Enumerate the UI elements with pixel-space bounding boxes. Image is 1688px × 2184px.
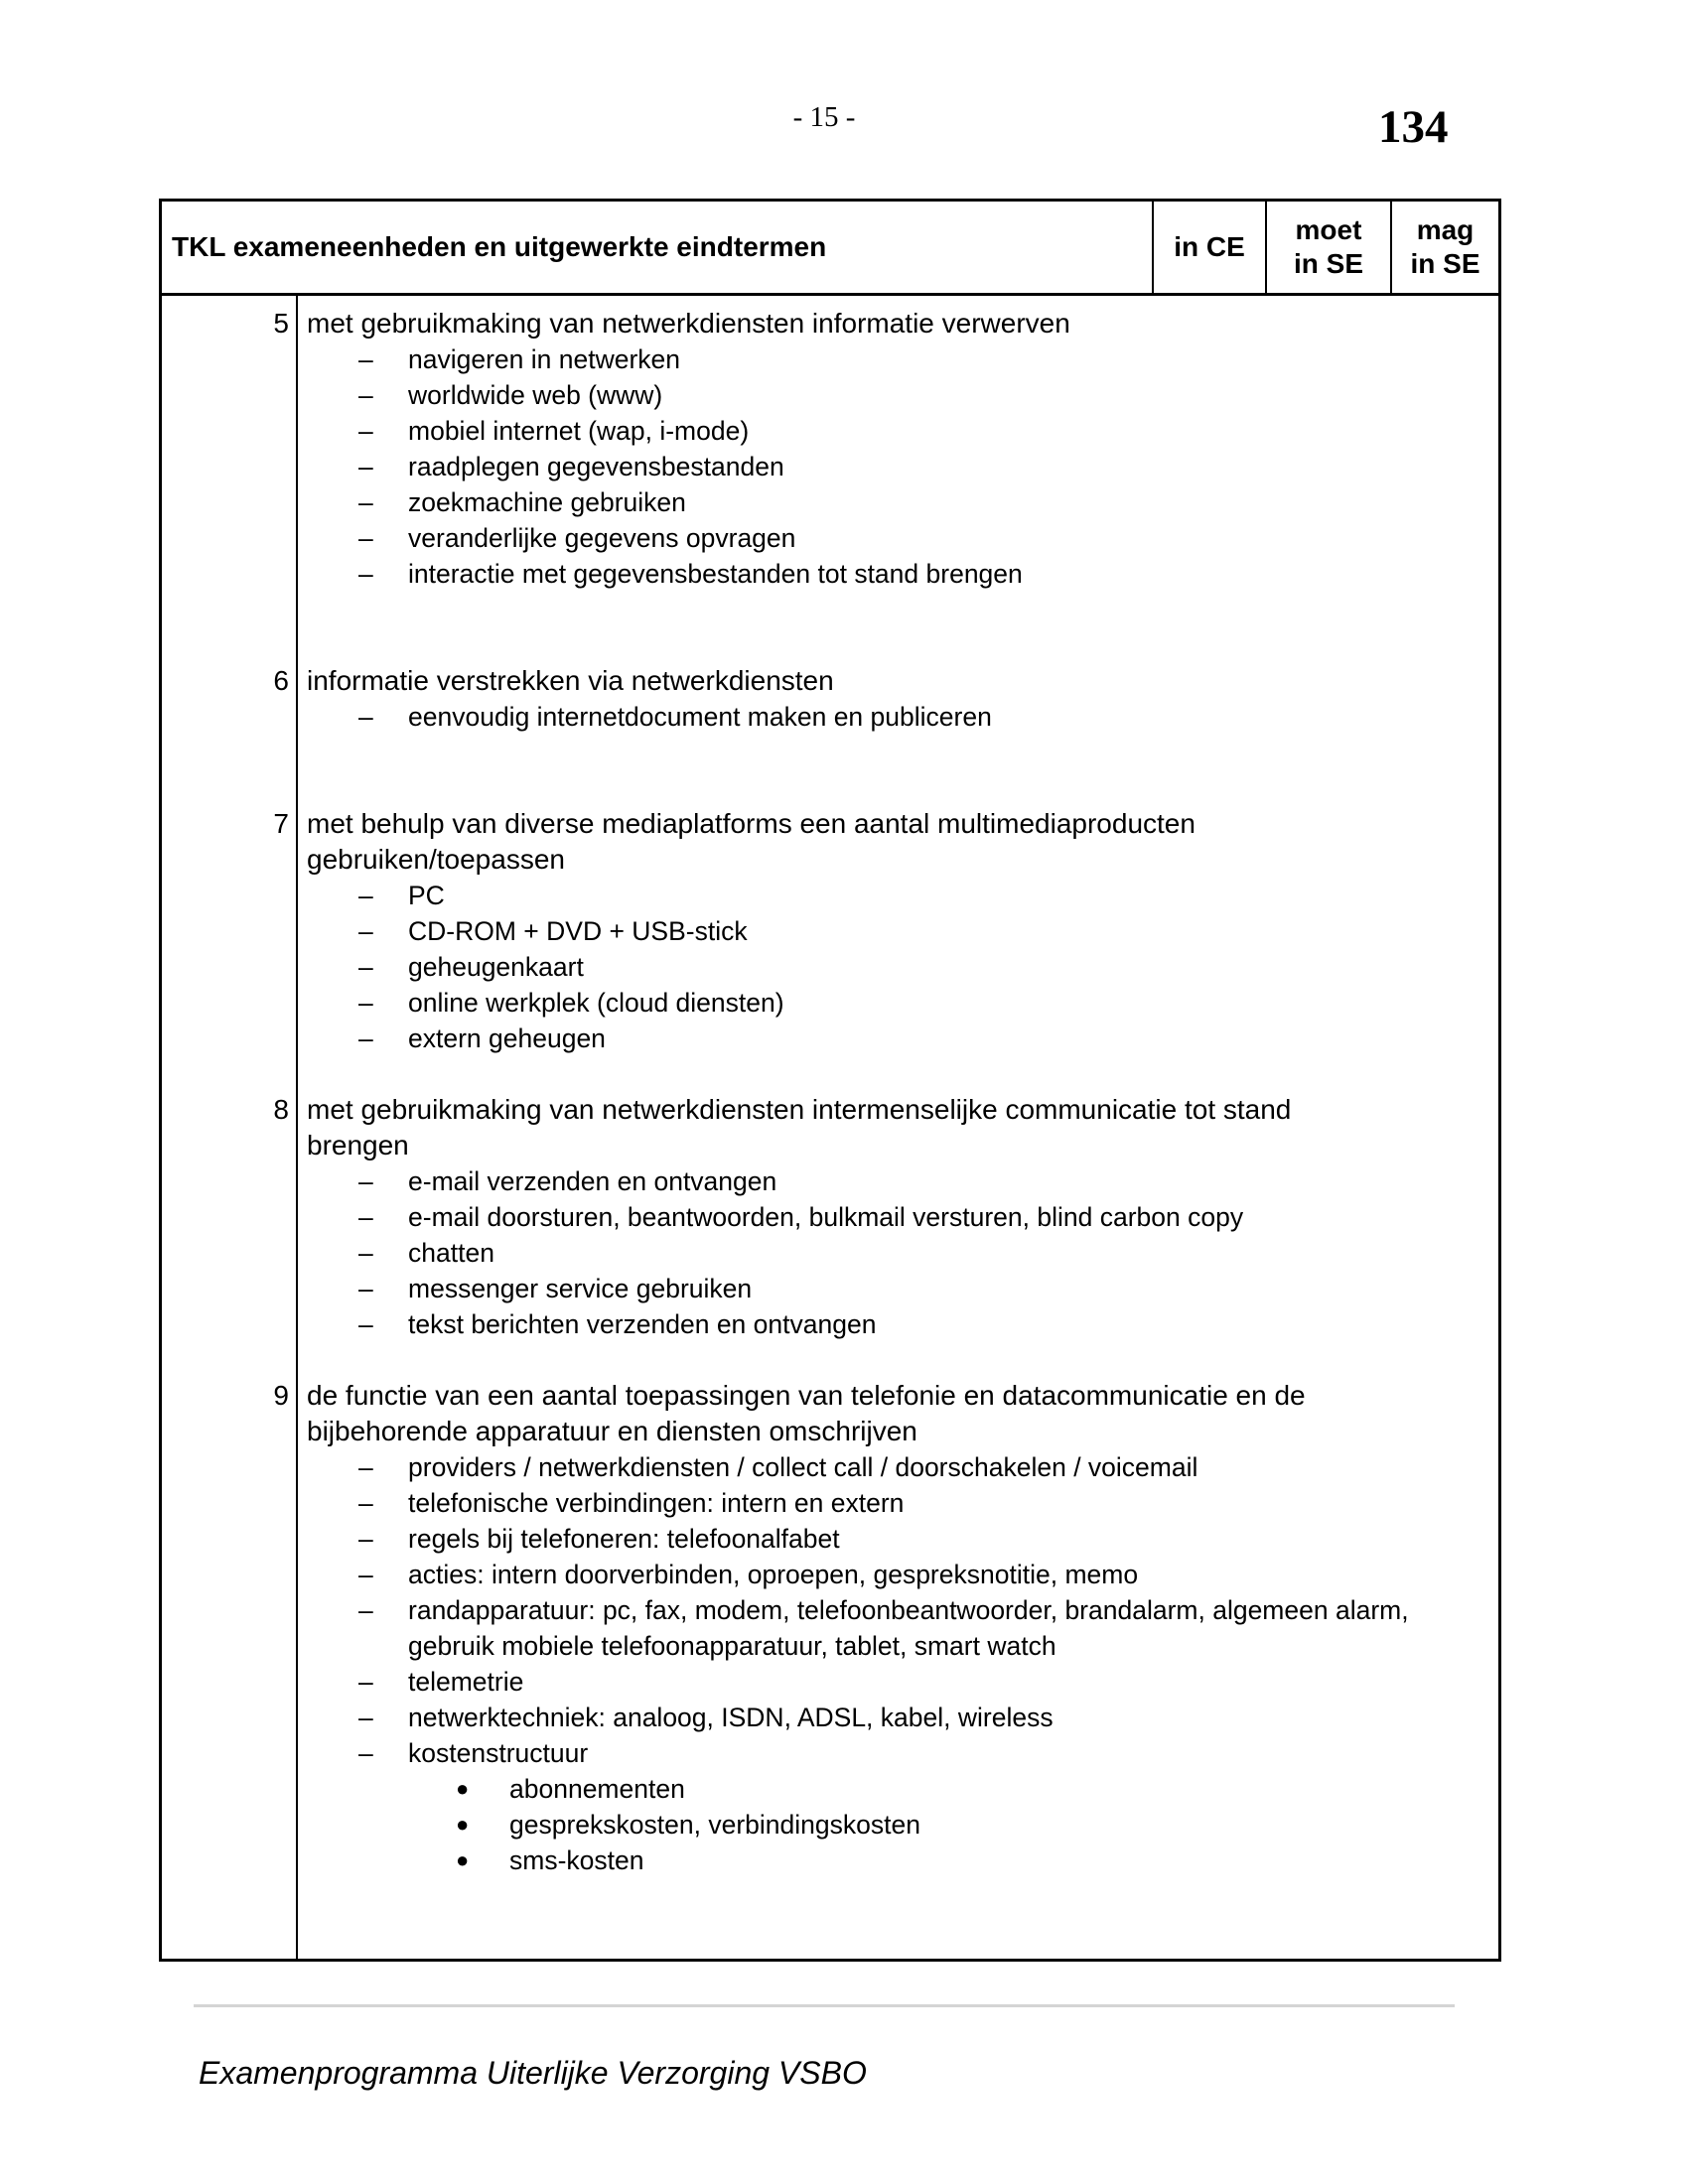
- eindtermen-table: [159, 199, 1501, 1962]
- bullet-icon: ●: [456, 1812, 470, 1837]
- item-text: eenvoudig internetdocument maken en publiceren: [408, 702, 992, 732]
- dash-icon: –: [358, 344, 373, 374]
- header-moet-line1: moet: [1295, 214, 1362, 245]
- header-mag-in-se: [1390, 202, 1498, 293]
- header-mag-line1: mag: [1416, 214, 1475, 245]
- list-item: [307, 1700, 1488, 1735]
- dash-icon: –: [358, 1703, 373, 1732]
- dash-icon: –: [358, 1024, 373, 1053]
- dash-icon: –: [358, 1452, 373, 1482]
- list-item: [307, 1485, 1488, 1521]
- dash-icon: –: [358, 416, 373, 446]
- item-text: geheugenkaart: [408, 952, 584, 982]
- section-heading: informatie verstrekken via netwerkdiensten: [307, 665, 834, 696]
- list-item: [307, 1235, 1488, 1271]
- dash-icon: –: [358, 1309, 373, 1339]
- list-item: [307, 878, 1488, 913]
- item-text: telefonische verbindingen: intern en extern: [408, 1488, 905, 1518]
- item-text: netwerktechniek: analoog, ISDN, ADSL, kabel, wireless: [408, 1703, 1054, 1732]
- list-item: [307, 985, 1488, 1021]
- list-item: [307, 1449, 1488, 1485]
- item-text: raadplegen gegevensbestanden: [408, 452, 784, 481]
- section-items: [307, 1163, 1488, 1342]
- list-item: [307, 484, 1488, 520]
- item-text: online werkplek (cloud diensten): [408, 988, 784, 1018]
- list-item: [307, 377, 1488, 413]
- item-text: veranderlijke gegevens opvragen: [408, 523, 796, 553]
- item-text: acties: intern doorverbinden, oproepen, gespreksnotitie, memo: [408, 1560, 1139, 1589]
- header-moet-in-se: [1265, 202, 1390, 293]
- dash-icon: –: [358, 452, 373, 481]
- item-text: e-mail verzenden en ontvangen: [408, 1166, 777, 1196]
- section-heading: de functie van een aantal toepassingen van telefonie en datacommunicatie en de bijbehorende apparatuur en diensten omschrijven: [307, 1380, 1306, 1446]
- subitem-text: gesprekskosten, verbindingskosten: [509, 1810, 920, 1840]
- document-number: 134: [1378, 101, 1449, 153]
- list-item: [307, 699, 1488, 735]
- section-items: [307, 699, 1488, 735]
- table-header: [162, 202, 1498, 296]
- item-text: telemetrie: [408, 1667, 524, 1697]
- list-item: [307, 520, 1488, 556]
- section-number: 7: [273, 808, 289, 839]
- item-text: regels bij telefoneren: telefoonalfabet: [408, 1524, 840, 1554]
- dash-icon: –: [358, 881, 373, 910]
- item-text: zoekmachine gebruiken: [408, 487, 686, 517]
- item-text: providers / netwerkdiensten / collect call / doorschakelen / voicemail: [408, 1452, 1198, 1482]
- item-text: e-mail doorsturen, beantwoorden, bulkmail versturen, blind carbon copy: [408, 1202, 1244, 1232]
- dash-icon: –: [358, 1166, 373, 1196]
- number-column-divider: [296, 296, 298, 1959]
- sublist-item: [408, 1807, 1488, 1843]
- list-item: [307, 1557, 1488, 1592]
- dash-icon: –: [358, 952, 373, 982]
- dash-icon: –: [358, 380, 373, 410]
- list-item: [307, 1199, 1488, 1235]
- item-text: extern geheugen: [408, 1024, 606, 1053]
- section-items: [307, 878, 1488, 1056]
- dash-icon: –: [358, 1595, 373, 1625]
- sublist: [408, 1771, 1488, 1878]
- list-item: [307, 556, 1488, 592]
- dash-icon: –: [358, 702, 373, 732]
- item-text: messenger service gebruiken: [408, 1274, 753, 1303]
- bullet-icon: ●: [456, 1847, 470, 1872]
- item-text: navigeren in netwerken: [408, 344, 681, 374]
- list-item: [307, 1163, 1488, 1199]
- section-number: 5: [273, 308, 289, 339]
- header-in-ce: in CE: [1152, 202, 1265, 293]
- item-text: interactie met gegevensbestanden tot stand brengen: [408, 559, 1023, 589]
- dash-icon: –: [358, 523, 373, 553]
- item-text: CD-ROM + DVD + USB-stick: [408, 916, 748, 946]
- header-mag-line2: in SE: [1410, 248, 1480, 279]
- section-number: 9: [273, 1380, 289, 1411]
- list-item: [307, 1735, 1488, 1878]
- dash-icon: –: [358, 1274, 373, 1303]
- item-text: tekst berichten verzenden en ontvangen: [408, 1309, 877, 1339]
- subitem-text: sms-kosten: [509, 1845, 644, 1875]
- dash-icon: –: [358, 1738, 373, 1768]
- dash-icon: –: [358, 1524, 373, 1554]
- section-heading: met gebruikmaking van netwerkdiensten informatie verwerven: [307, 308, 1070, 339]
- dash-icon: –: [358, 1488, 373, 1518]
- item-text: PC: [408, 881, 445, 910]
- list-item: [307, 1664, 1488, 1700]
- header-moet-line2: in SE: [1293, 248, 1363, 279]
- list-item: [307, 1021, 1488, 1056]
- footer-divider: [194, 2004, 1455, 2007]
- list-item: [307, 1592, 1488, 1664]
- dash-icon: –: [358, 916, 373, 946]
- list-item: [307, 1271, 1488, 1306]
- section-items: [307, 1449, 1488, 1878]
- list-item: [307, 1306, 1488, 1342]
- list-item: [307, 449, 1488, 484]
- section-number: 6: [273, 665, 289, 696]
- subitem-text: abonnementen: [509, 1774, 685, 1804]
- section-heading: met gebruikmaking van netwerkdiensten intermenselijke communicatie tot stand brengen: [307, 1094, 1292, 1160]
- list-item: [307, 1521, 1488, 1557]
- item-text: randapparatuur: pc, fax, modem, telefoonbeantwoorder, brandalarm, algemeen alarm, gebruik mobiele telefoonapparatuur, tablet, smart watch: [408, 1595, 1409, 1661]
- dash-icon: –: [358, 988, 373, 1018]
- footer-title: Examenprogramma Uiterlijke Verzorging VSBO: [199, 2055, 867, 2091]
- item-text: mobiel internet (wap, i-mode): [408, 416, 750, 446]
- dash-icon: –: [358, 487, 373, 517]
- list-item: [307, 913, 1488, 949]
- sublist-item: [408, 1771, 1488, 1807]
- dash-icon: –: [358, 1238, 373, 1268]
- item-text: worldwide web (www): [408, 380, 663, 410]
- section-items: [307, 341, 1488, 592]
- bullet-icon: ●: [456, 1776, 470, 1801]
- list-item: [307, 413, 1488, 449]
- sublist-item: [408, 1843, 1488, 1878]
- list-item: [307, 341, 1488, 377]
- dash-icon: –: [358, 1560, 373, 1589]
- item-text: kostenstructuur: [408, 1738, 589, 1768]
- dash-icon: –: [358, 559, 373, 589]
- dash-icon: –: [358, 1202, 373, 1232]
- section-heading: met behulp van diverse mediaplatforms een aantal multimediaproducten gebruiken/toepassen: [307, 808, 1196, 875]
- item-text: chatten: [408, 1238, 494, 1268]
- section-number: 8: [273, 1094, 289, 1125]
- header-title: TKL exameneenheden en uitgewerkte eindtermen: [172, 231, 827, 262]
- dash-icon: –: [358, 1667, 373, 1697]
- list-item: [307, 949, 1488, 985]
- page-number: - 15 -: [792, 101, 856, 133]
